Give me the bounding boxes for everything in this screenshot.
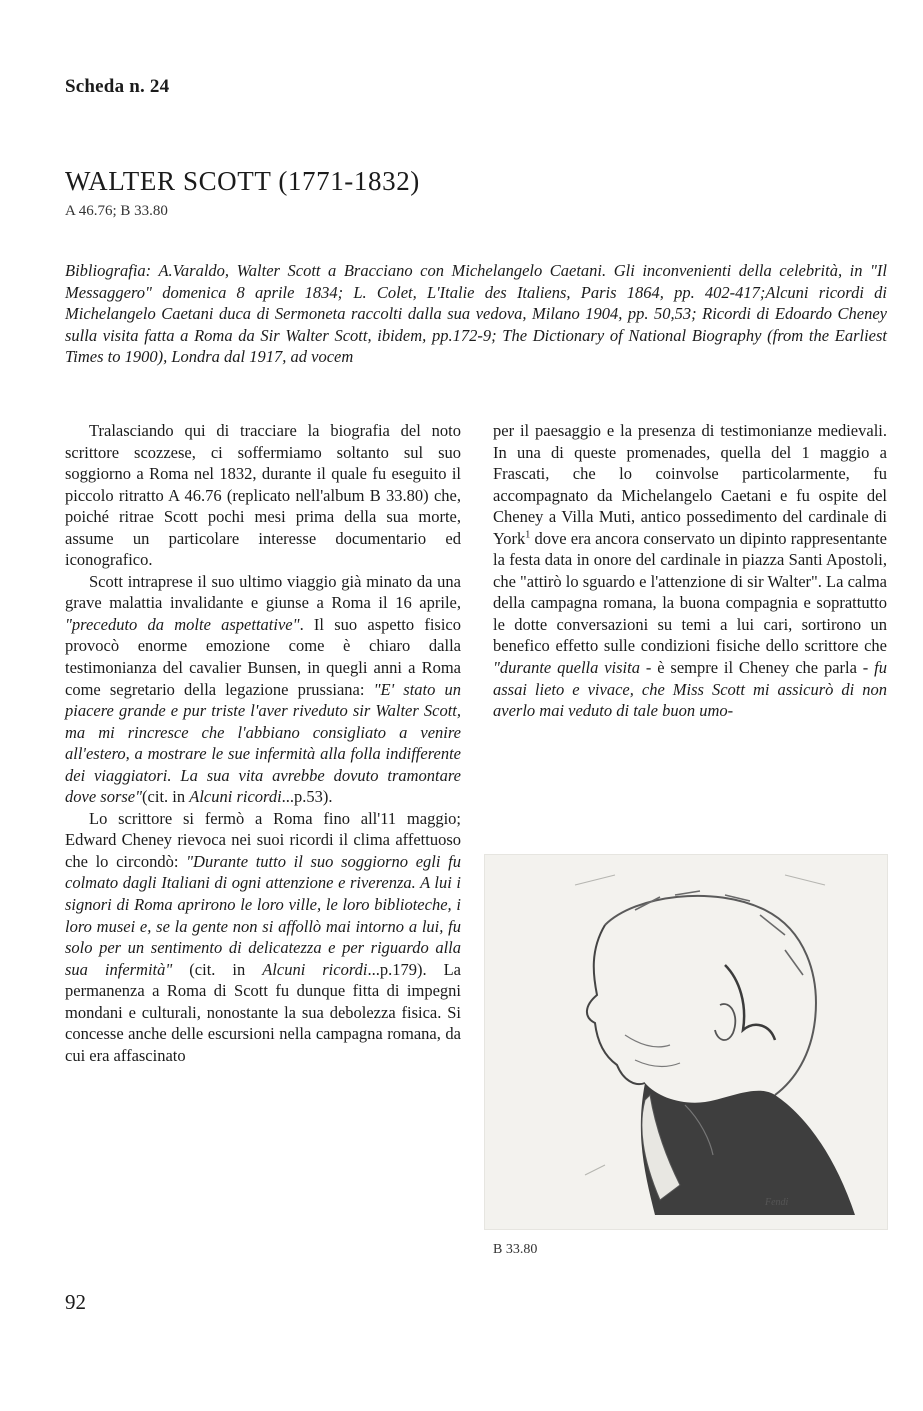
page-title: WALTER SCOTT (1771-1832) [65, 166, 420, 197]
text-run: . Il suo aspetto fisico provocò enorme emozione come è chiaro dalla testimonianza del cavalier Bunsen, in quegli anni a Roma come segretario della legazione prussiana: [65, 614, 462, 699]
text-run: per il paesaggio e la presenza di testimonianze medievali. In una di queste promenades, quella del 1 maggio a Frascati, che lo coinvolse particolarmente, fu accompagnato da Michelangelo Caetani e fu ospite del Cheney a Villa Muti, antico possedimento del cardinale di York [493, 421, 887, 548]
portrait-illustration [484, 854, 888, 1230]
card-label: Scheda n. 24 [65, 76, 170, 97]
quote: "preceduto da molte aspettative" [65, 614, 300, 634]
figure-caption: B 33.80 [493, 1242, 538, 1257]
text-run: - è sempre il Cheney che parla - [639, 658, 875, 678]
bibliography-text: A.Varaldo, Walter Scott a Bracciano con Michelangelo Caetani. Gli inconvenienti della celebrità, in "Il Messaggero" domenica 8 aprile 1834; L. Colet, L'Italie des Italiens, Paris 1864, pp. 402-417;Alcuni ricordi di Michelangelo Caetani duca di Sermoneta raccolti dalla sua vedova, Milano 1904, pp. 50,53; Ricordi di Edoardo Cheney sulla visita fatta a Roma da Sir Walter Scott, ibidem, pp.172-9; The Dictionary of National Biography (from the Earliest Times to 1900), Londra dal 1917, ad vocem [65, 261, 888, 367]
quote: fu assai lieto e vivace, che Miss Scott mi assicurò di non averlo mai veduto di tale buon umo- [493, 658, 888, 721]
artist-signature: Fendi [765, 1197, 789, 1208]
footnote-ref: 1 [525, 529, 531, 541]
inventory-numbers: A 46.76; B 33.80 [65, 203, 168, 219]
quote: "Durante tutto il suo soggiorno egli fu colmato dagli Italiani di ogni attenzione e riverenza. A lui i signori di Roma aprirono le loro ville, le loro biblioteche, i loro musei e, se la gente non si affollò mai intorno a lui, fu solo per un sentimento di delicatezza e per riguardo alla sua infermità" [65, 851, 461, 979]
paragraph [65, 808, 461, 1067]
paragraph [493, 420, 887, 722]
paragraph [65, 571, 461, 808]
text-run: ...p.179). La permanenza a Roma di Scott fu dunque fitta di impegni mondani e culturali, nonostante la sua debolezza fisica. Si concesse anche delle escursioni nella campagna romana, da cui era affascinato [65, 959, 461, 1065]
quote: "durante quella visita [493, 658, 640, 678]
text-run: (cit. in [172, 959, 263, 979]
portrait-sketch [485, 855, 887, 1229]
page-number: 92 [65, 1290, 86, 1314]
text-column-left [65, 420, 461, 1066]
text-run: ...p.53). [281, 787, 333, 807]
paragraph: Tralasciando qui di tracciare la biografia del noto scrittore scozzese, ci soffermiamo soltanto sul suo soggiorno a Roma nel 1832, durante il quale fu eseguito il piccolo ritratto A 46.76 (replicato nell'album B 33.80) che, poiché ritrae Scott pochi mesi prima della sua morte, assume un particolare interesse documentario ed iconografico. [65, 421, 461, 570]
citation-title: Alcuni ricordi [262, 959, 368, 979]
text-run: Lo scrittore si fermò a Roma fino all'11 maggio; Edward Cheney rievoca nei suoi ricordi il clima affettuoso che lo circondò: [65, 808, 461, 871]
text-column-right [493, 420, 887, 722]
text-run: Scott intraprese il suo ultimo viaggio già minato da una grave malattia invalidante e giunse a Roma il 16 aprile, [65, 571, 461, 613]
bibliography [65, 260, 887, 368]
text-run: (cit. in [142, 787, 190, 807]
citation-title: Alcuni ricordi [189, 787, 282, 807]
text-run: dove era ancora conservato un dipinto rappresentante la festa data in onore del cardinale in piazza Santi Apostoli, che "attirò lo sguardo e l'attenzione di sir Walter". La calma della campagna romana, la buona compagnia e soprattutto le dotte conversazioni su temi a lui cari, sortirono un benefico effetto sulle condizioni fisiche dello scrittore che [493, 528, 887, 656]
quote: "E' stato un piacere grande e pur triste l'aver riveduto sir Walter Scott, ma mi rincresce che l'abbiano consigliato a venire all'estero, a mostrare le sue infermità alla folla indifferente dei viaggiatori. La sua vita avrebbe dovuto tramontare dove sorse" [65, 679, 461, 807]
bibliography-label: Bibliografia: [65, 261, 152, 280]
